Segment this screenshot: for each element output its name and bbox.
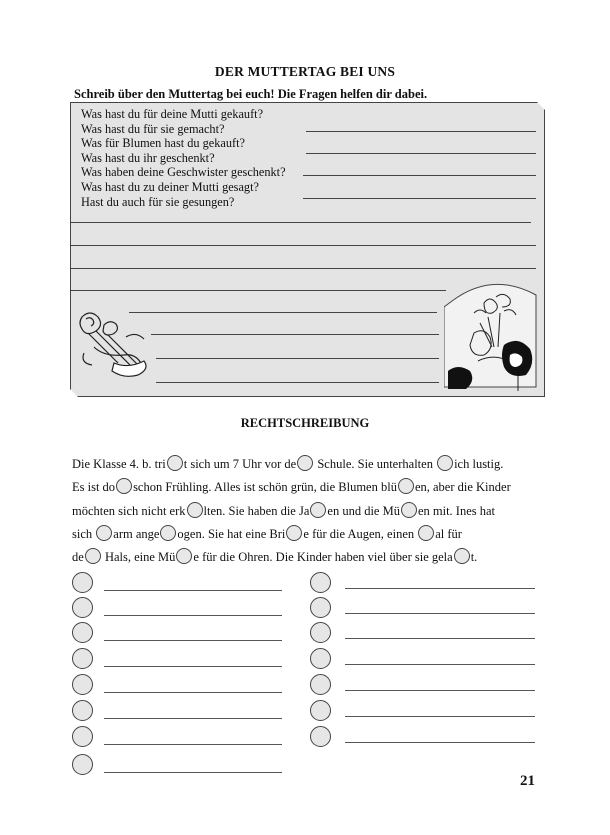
text-segment: en und die Mü (327, 504, 400, 518)
question-2: Was hast du für sie gemacht? (81, 122, 225, 136)
text-segment: ich lustig. (454, 457, 504, 471)
text-segment: sich (72, 527, 96, 541)
answer-line[interactable] (104, 772, 282, 773)
answer-line[interactable] (345, 638, 535, 639)
answer-circle[interactable] (72, 572, 93, 593)
text-segment: e für die Augen, einen (303, 527, 418, 541)
text-segment: t. (470, 550, 478, 564)
answer-circle[interactable] (310, 674, 331, 695)
text-segment: al für (435, 527, 462, 541)
question-5: Was haben deine Geschwister geschenkt? (81, 165, 286, 179)
letter-gap[interactable] (297, 455, 313, 471)
answer-line[interactable] (345, 613, 535, 614)
section-title-rechtschreibung: RECHTSCHREIBUNG (240, 416, 370, 430)
answer-line[interactable] (104, 640, 282, 641)
flower-bouquet-illustration (74, 307, 158, 387)
text-segment: Es ist do (72, 480, 116, 494)
answer-circle[interactable] (310, 648, 331, 669)
answer-line[interactable] (104, 615, 282, 616)
answer-line[interactable] (104, 744, 282, 745)
letter-gap[interactable] (176, 548, 192, 564)
text-segment: ogen. Sie hat eine Bri (177, 527, 286, 541)
text-segment: t sich um 7 Uhr vor de (183, 457, 297, 471)
text-segment: Hals, eine Mü (101, 550, 176, 564)
text-segment: arm ange (113, 527, 160, 541)
answer-line[interactable] (104, 590, 282, 591)
answer-circle[interactable] (310, 622, 331, 643)
answer-circle[interactable] (310, 597, 331, 618)
answer-circle[interactable] (310, 572, 331, 593)
page-title: DER MUTTERTAG BEI UNS (214, 64, 396, 79)
answer-line[interactable] (104, 666, 282, 667)
page-number: 21 (520, 773, 535, 789)
question-6: Was hast du zu deiner Mutti gesagt? (81, 180, 259, 194)
text-line-1 (72, 455, 503, 472)
letter-gap[interactable] (160, 525, 176, 541)
answer-line[interactable] (345, 716, 535, 717)
text-segment: möchten sich nicht erk (72, 504, 186, 518)
answer-line[interactable] (104, 692, 282, 693)
answer-circle[interactable] (72, 622, 93, 643)
answer-circle[interactable] (72, 754, 93, 775)
answer-line[interactable] (345, 690, 535, 691)
text-segment: de (72, 550, 84, 564)
text-segment: Die Klasse 4. b. tri (72, 457, 166, 471)
answer-circle[interactable] (72, 648, 93, 669)
text-segment: e für die Ohren. Die Kinder haben viel über sie gela (193, 550, 453, 564)
letter-gap[interactable] (401, 502, 417, 518)
question-1: Was hast du für deine Mutti gekauft? (81, 107, 264, 121)
answer-circle[interactable] (72, 674, 93, 695)
letter-gap[interactable] (286, 525, 302, 541)
text-line-3 (72, 502, 495, 519)
letter-gap[interactable] (96, 525, 112, 541)
letter-gap[interactable] (398, 478, 414, 494)
text-line-5 (72, 548, 477, 565)
text-segment: lten. Sie haben die Ja (203, 504, 310, 518)
text-line-2 (72, 478, 511, 495)
answer-circle[interactable] (310, 726, 331, 747)
answer-line[interactable] (345, 588, 535, 589)
answer-line[interactable] (104, 718, 282, 719)
mother-child-illustration (444, 283, 542, 393)
instruction-text: Schreib über den Muttertag bei euch! Die Fragen helfen dir dabei. (74, 87, 428, 101)
answer-circle[interactable] (72, 700, 93, 721)
text-segment: schon Frühling. Alles ist schön grün, die Blumen blü (133, 480, 397, 494)
answer-circle[interactable] (72, 726, 93, 747)
answer-circle[interactable] (72, 597, 93, 618)
text-segment: en mit. Ines hat (417, 504, 496, 518)
letter-gap[interactable] (116, 478, 132, 494)
letter-gap[interactable] (167, 455, 183, 471)
letter-gap[interactable] (310, 502, 326, 518)
letter-gap[interactable] (418, 525, 434, 541)
text-segment: en, aber die Kinder (414, 480, 511, 494)
question-7: Hast du auch für sie gesungen? (81, 195, 235, 209)
text-line-4 (72, 525, 462, 542)
answer-circle[interactable] (310, 700, 331, 721)
letter-gap[interactable] (187, 502, 203, 518)
letter-gap[interactable] (437, 455, 453, 471)
letter-gap[interactable] (454, 548, 470, 564)
question-3: Was für Blumen hast du gekauft? (81, 136, 245, 150)
text-segment: Schule. Sie unterhalten (314, 457, 437, 471)
letter-gap[interactable] (85, 548, 101, 564)
answer-line[interactable] (345, 664, 535, 665)
question-4: Was hast du ihr geschenkt? (81, 151, 215, 165)
answer-line[interactable] (345, 742, 535, 743)
